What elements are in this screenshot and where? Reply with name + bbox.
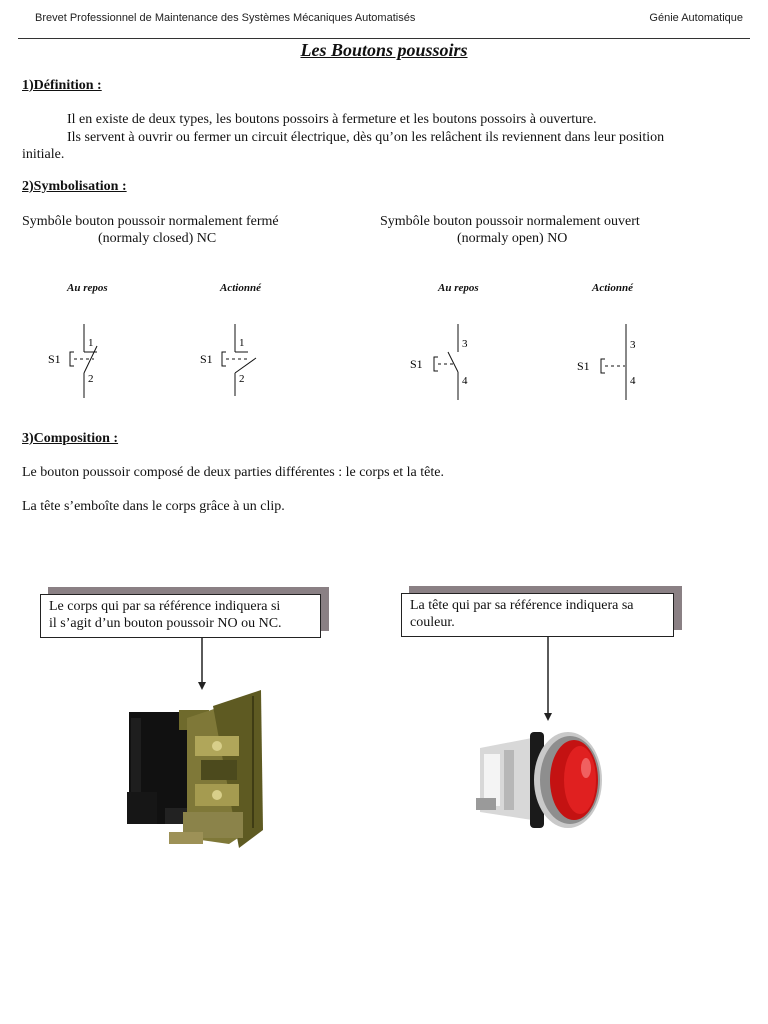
- nc-active-label: Actionné: [220, 282, 261, 294]
- no-active-t4: 4: [630, 375, 636, 387]
- section-composition-heading: 3)Composition :: [22, 431, 119, 446]
- no-rest-t4: 4: [462, 375, 468, 387]
- nc-active-s1-label: S1: [200, 352, 213, 366]
- no-rest-t3: 3: [462, 338, 468, 350]
- page-title: Les Boutons poussoirs: [300, 40, 468, 60]
- pushbutton-head-image: [474, 726, 606, 836]
- no-rest-label: Au repos: [438, 282, 479, 294]
- header-subject: Génie Automatique: [649, 12, 743, 24]
- nc-symbol-subtitle: (normaly closed) NC: [98, 231, 217, 246]
- definition-line-3: initiale.: [22, 147, 65, 162]
- definition-line-1: Il en existe de deux types, les boutons possoirs à fermeture et les boutons possoirs à ouverture.: [67, 112, 597, 127]
- composition-line-2: La tête s’emboîte dans le corps grâce à un clip.: [22, 499, 285, 514]
- no-active-label: Actionné: [592, 282, 633, 294]
- nc-rest-s1-label: S1: [48, 352, 61, 366]
- callout-head-line-2: couleur.: [410, 615, 455, 630]
- nc-rest-symbol: [40, 318, 120, 403]
- arrow-to-body: [195, 638, 209, 692]
- arrow-to-head: [541, 637, 555, 723]
- nc-active-symbol: [192, 318, 272, 403]
- nc-rest-t1: 1: [88, 337, 94, 349]
- nc-active-t1: 1: [239, 337, 245, 349]
- section-definition-heading: 1)Définition :: [22, 78, 102, 93]
- pushbutton-body-image: [125, 688, 267, 856]
- no-symbol-subtitle: (normaly open) NO: [457, 231, 568, 246]
- header-title: Brevet Professionnel de Maintenance des Systèmes Mécaniques Automatisés: [35, 12, 416, 24]
- header-divider: [18, 38, 750, 39]
- nc-active-t2: 2: [239, 373, 245, 385]
- no-rest-s1-label: S1: [410, 357, 423, 371]
- definition-line-2: Ils servent à ouvrir ou fermer un circuit électrique, dès qu’on les relâchent ils reviennent dans leur position: [67, 130, 665, 145]
- no-active-s1-label: S1: [577, 359, 590, 373]
- no-symbol-title: Symbôle bouton poussoir normalement ouvert: [380, 214, 640, 229]
- section-symbolisation-heading: 2)Symbolisation :: [22, 179, 127, 194]
- nc-rest-label: Au repos: [67, 282, 108, 294]
- no-rest-symbol: [402, 320, 482, 405]
- no-active-t3: 3: [630, 339, 636, 351]
- no-active-symbol: [570, 320, 650, 405]
- callout-body-line-1: Le corps qui par sa référence indiquera si: [49, 599, 281, 614]
- callout-head-line-1: La tête qui par sa référence indiquera sa: [410, 598, 634, 613]
- callout-body-line-2: il s’agit d’un bouton poussoir NO ou NC.: [49, 616, 282, 631]
- nc-rest-t2: 2: [88, 373, 94, 385]
- nc-symbol-title: Symbôle bouton poussoir normalement fermé: [22, 214, 279, 229]
- composition-line-1: Le bouton poussoir composé de deux parties différentes : le corps et la tête.: [22, 465, 444, 480]
